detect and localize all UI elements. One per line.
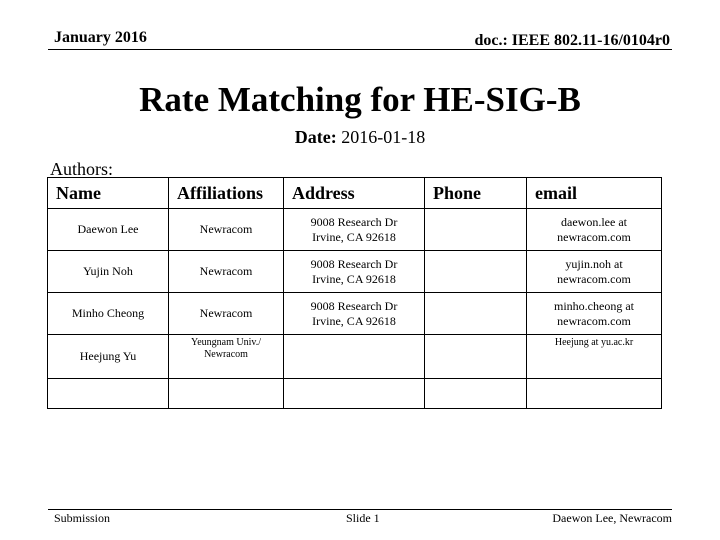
cell-name: Heejung Yu — [48, 335, 169, 379]
footer-author: Daewon Lee, Newracom — [552, 511, 672, 525]
col-header-name: Name — [48, 178, 169, 209]
date-line — [0, 127, 720, 148]
cell-email — [527, 251, 662, 293]
email-line-1: minho.cheong at — [554, 298, 634, 313]
email-line-2: newracom.com — [557, 313, 631, 328]
address-line-1: 9008 Research Dr — [310, 214, 398, 229]
cell-name: Yujin Noh — [48, 251, 169, 293]
address-line-1: 9008 Research Dr — [310, 298, 398, 313]
cell-address — [284, 251, 425, 293]
col-header-address: Address — [284, 178, 425, 209]
cell-phone — [425, 335, 527, 379]
cell-name: Minho Cheong — [48, 293, 169, 335]
cell-address — [284, 293, 425, 335]
email-line-2: newracom.com — [557, 271, 631, 286]
cell-address — [284, 209, 425, 251]
cell-empty — [284, 379, 425, 409]
header-divider — [48, 49, 672, 50]
cell-phone — [425, 293, 527, 335]
cell-affiliation: Newracom — [169, 251, 284, 293]
cell-phone — [425, 251, 527, 293]
date-value: 2016-01-18 — [341, 127, 426, 147]
cell-affiliation: Newracom — [169, 293, 284, 335]
header-doc-id: doc.: IEEE 802.11-16/0104r0 — [474, 32, 670, 49]
cell-email — [527, 209, 662, 251]
slide-title: Rate Matching for HE-SIG-B — [139, 80, 581, 119]
cell-email: Heejung at yu.ac.kr — [527, 335, 662, 379]
authors-label: Authors: — [50, 159, 113, 179]
cell-email — [527, 293, 662, 335]
table-row — [48, 293, 662, 335]
col-header-phone: Phone — [425, 178, 527, 209]
table-header-row — [48, 178, 662, 209]
table-row — [48, 209, 662, 251]
email-line-1: daewon.lee at — [561, 214, 627, 229]
footer-divider — [48, 509, 672, 510]
authors-table — [47, 177, 662, 409]
address-line-2: Irvine, CA 92618 — [312, 271, 396, 286]
cell-affiliation: Newracom — [169, 209, 284, 251]
address-line-2: Irvine, CA 92618 — [312, 313, 396, 328]
email-line-2: newracom.com — [557, 229, 631, 244]
cell-affiliation — [169, 335, 284, 379]
affiliation-line-2: Newracom — [204, 349, 248, 360]
cell-name: Daewon Lee — [48, 209, 169, 251]
cell-empty — [48, 379, 169, 409]
date-label: Date: — [294, 127, 337, 147]
email-line-1: yujin.noh at — [565, 256, 623, 271]
table-row — [48, 335, 662, 379]
header-date: January 2016 — [54, 29, 147, 46]
table-row-empty — [48, 379, 662, 409]
cell-phone — [425, 209, 527, 251]
address-line-2: Irvine, CA 92618 — [312, 229, 396, 244]
cell-empty — [425, 379, 527, 409]
col-header-email: email — [527, 178, 662, 209]
footer-slide-number: Slide 1 — [346, 511, 380, 525]
table-row — [48, 251, 662, 293]
cell-empty — [169, 379, 284, 409]
col-header-affiliations: Affiliations — [169, 178, 284, 209]
footer-submission: Submission — [54, 511, 111, 525]
address-line-1: 9008 Research Dr — [310, 256, 398, 271]
cell-empty — [527, 379, 662, 409]
cell-address — [284, 335, 425, 379]
affiliation-line-1: Yeungnam Univ./ — [190, 337, 261, 348]
